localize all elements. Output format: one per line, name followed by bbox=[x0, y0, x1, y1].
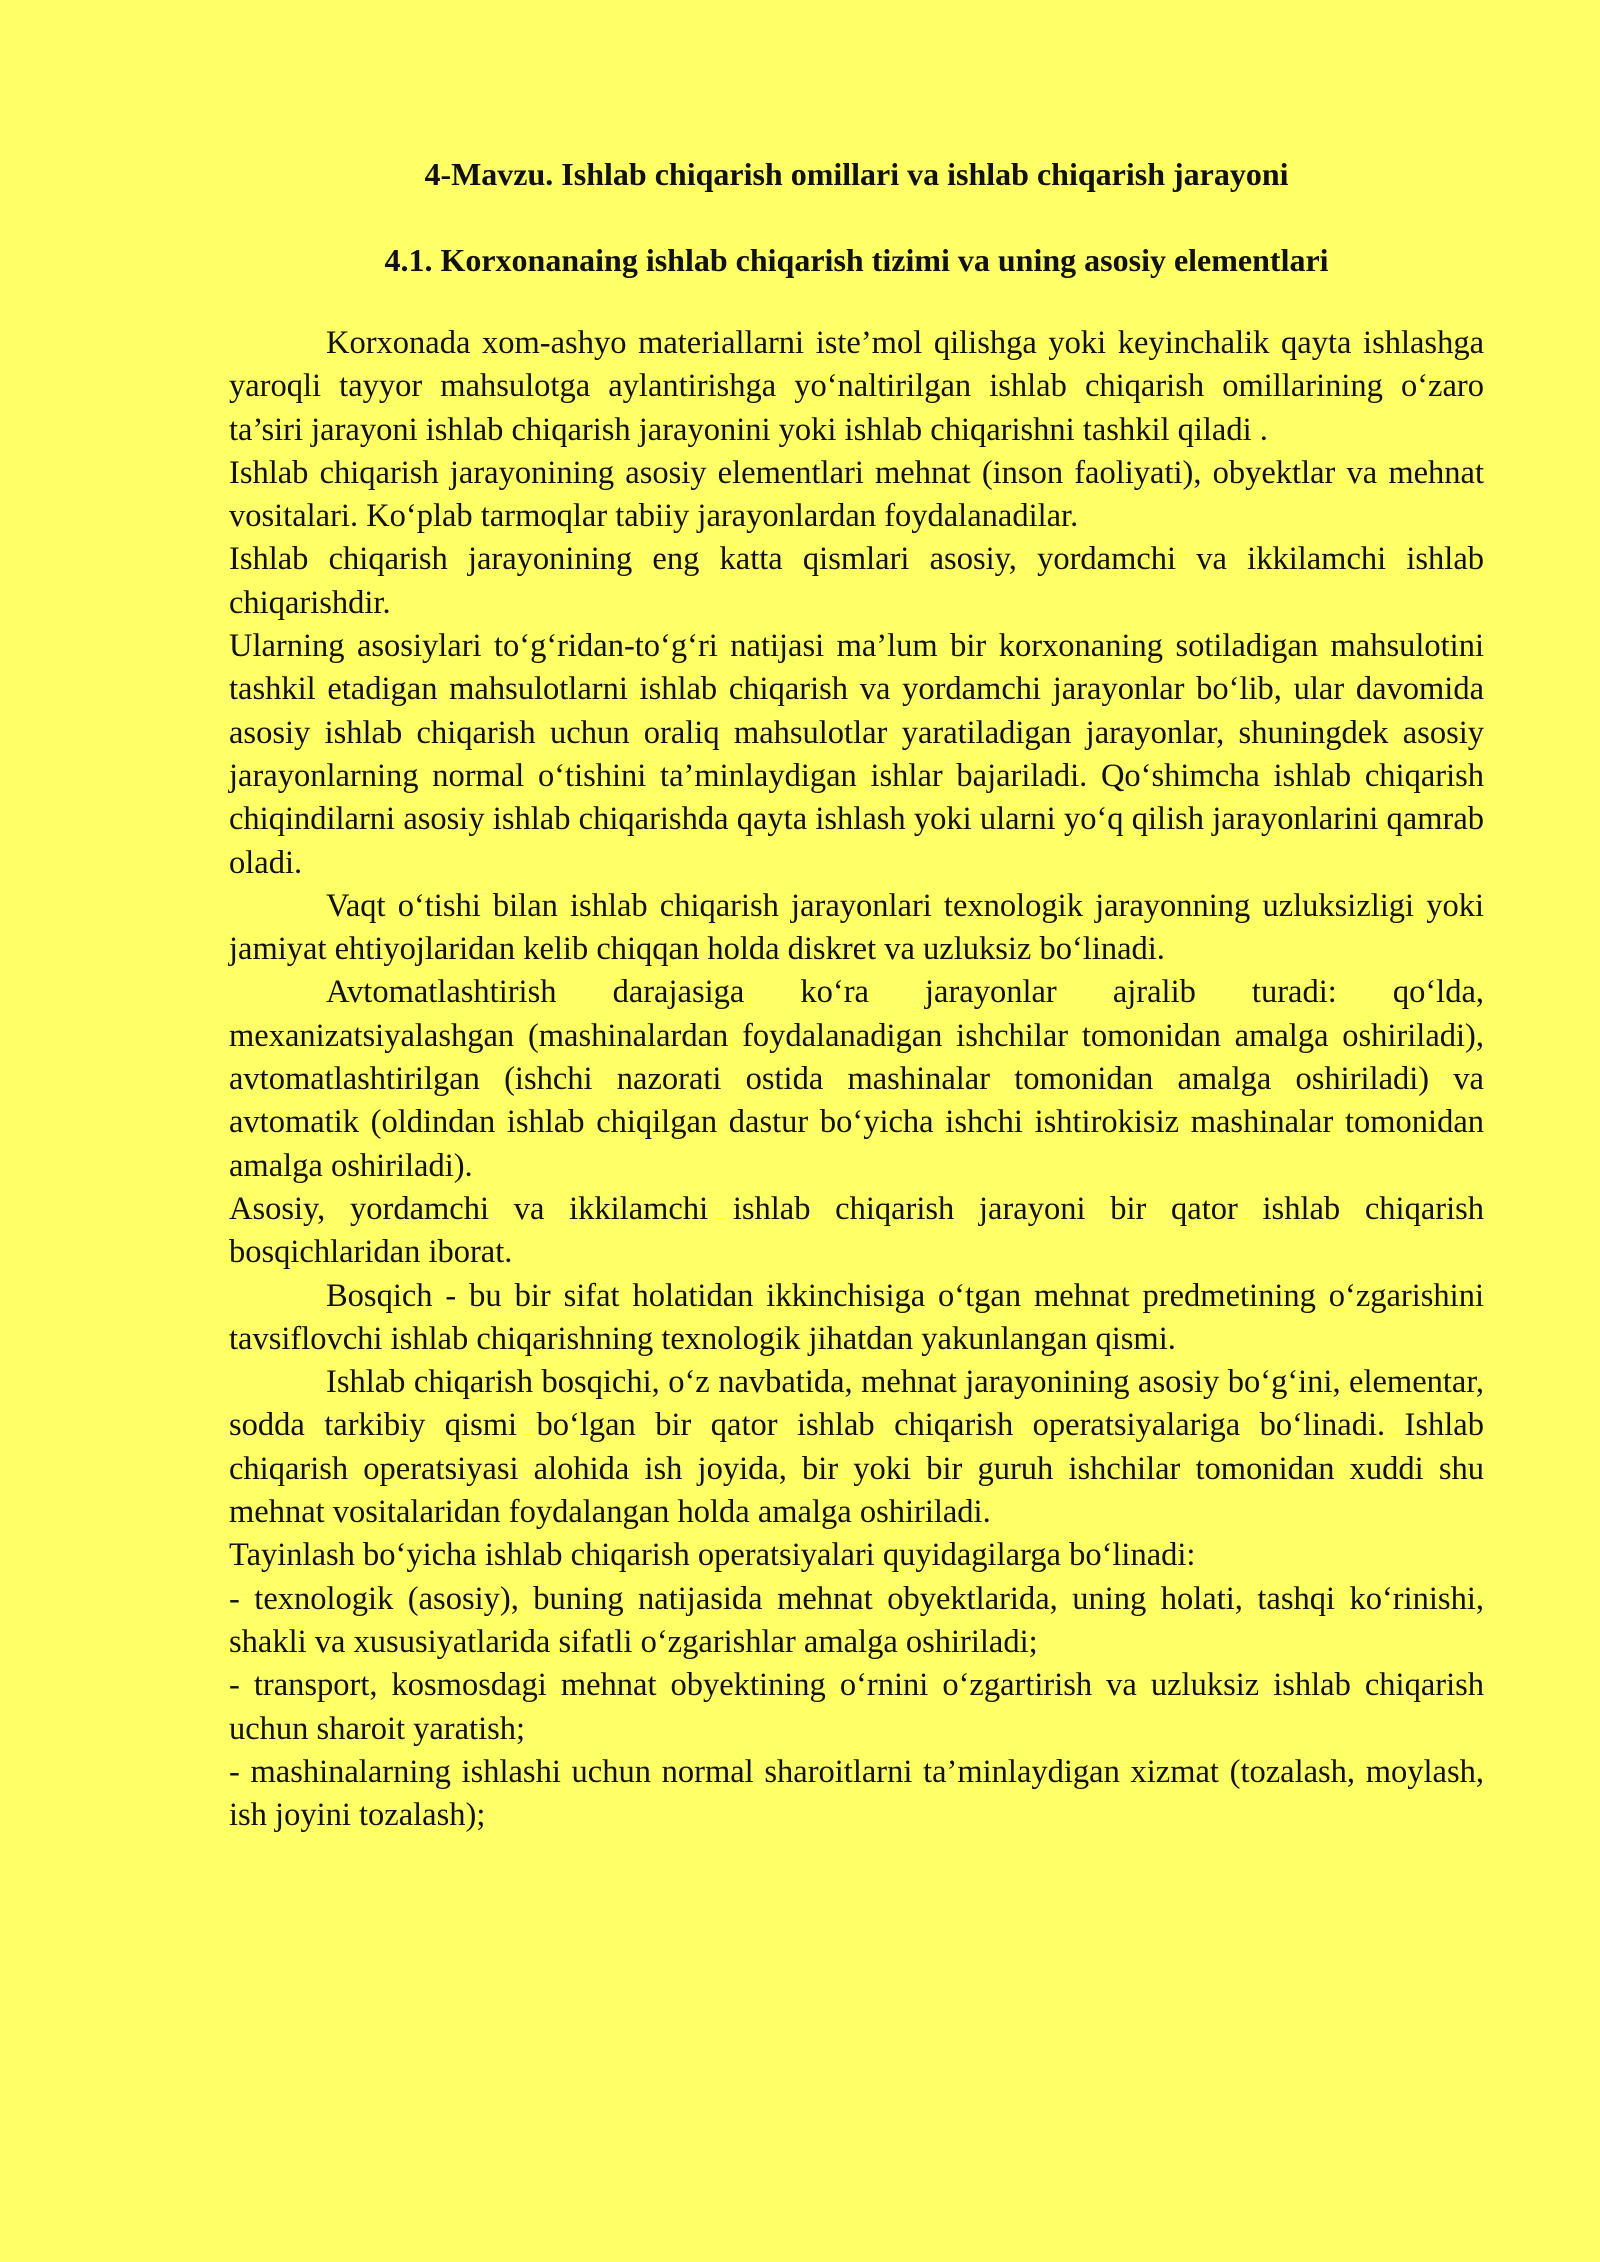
document-body bbox=[229, 322, 1484, 1837]
list-item: - mashinalarning ishlashi uchun normal sharoitlarni ta’minlaydigan xizmat (tozalash, moylash, ish joyini tozalash); bbox=[229, 1753, 1484, 1834]
paragraph: Korxonada xom-ashyo materiallarni iste’mol qilishga yoki keyinchalik qayta ishlashga yaroqli tayyor mahsulotga aylantirishga yo‘naltirilgan ishlab chiqarish omillarining o‘zaro ta’siri jarayoni ishlab chiqarish jarayonini yoki ishlab chiqarishni tashkil qiladi . bbox=[229, 325, 1484, 448]
paragraph: Vaqt o‘tishi bilan ishlab chiqarish jarayonlari texnologik jarayonning uzluksizligi yoki jamiyat ehtiyojlaridan kelib chiqqan holda diskret va uzluksiz bo‘linadi. bbox=[229, 887, 1484, 968]
paragraph: Asosiy, yordamchi va ikkilamchi ishlab chiqarish jarayoni bir qator ishlab chiqarish bosqichlaridan iborat. bbox=[229, 1190, 1484, 1271]
paragraph: Ishlab chiqarish jarayonining asosiy elementlari mehnat (inson faoliyati), obyektlar va mehnat vositalari. Ko‘plab tarmoqlar tabiiy jarayonlardan foydalanadilar. bbox=[229, 454, 1484, 535]
list-item: - texnologik (asosiy), buning natijasida mehnat obyektlarida, uning holati, tashqi ko‘rinishi, shakli va xususiyatlarida sifatli o‘zgarishlar amalga oshiriladi; bbox=[229, 1580, 1484, 1660]
list-item: - transport, kosmosdagi mehnat obyektining o‘rnini o‘zgartirish va uzluksiz ishlab chiqarish uchun sharoit yaratish; bbox=[229, 1667, 1484, 1747]
paragraph: Bosqich - bu bir sifat holatidan ikkinchisiga o‘tgan mehnat predmetining o‘zgarishini tavsiflovchi ishlab chiqarishning texnologik jihatdan yakunlangan qismi. bbox=[229, 1277, 1484, 1357]
paragraph: Avtomatlashtirish darajasiga ko‘ra jarayonlar ajralib turadi: qo‘lda, mexanizatsiyalashgan (mashinalardan foydalanadigan ishchilar tomonidan amalga oshiriladi), avtomatlashtirilgan (ishchi nazorati ostida mashinalar tomonidan amalga oshiriladi) va avtomatik (oldindan ishlab chiqilgan dastur bo‘yicha ishchi ishtirokisiz mashinalar tomonidan amalga oshiriladi). bbox=[229, 974, 1484, 1184]
paragraph: Ularning asosiylari to‘g‘ridan-to‘g‘ri natijasi ma’lum bir korxonaning sotiladigan mahsulotini tashkil etadigan mahsulotlarni ishlab chiqarish va yordamchi jarayonlar bo‘lib, ular davomida asosiy ishlab chiqarish uchun oraliq mahsulotlar yaratiladigan jarayonlar, shuningdek asosiy jarayonlarning normal o‘tishini ta’minlaydigan ishlar bajariladi. Qo‘shimcha ishlab chiqarish chiqindilarni asosiy ishlab chiqarishda qayta ishlash yoki ularni yo‘q qilish jarayonlarini qamrab oladi. bbox=[229, 628, 1484, 881]
paragraph: Tayinlash bo‘yicha ishlab chiqarish operatsiyalari quyidagilarga bo‘linadi: bbox=[229, 1537, 1196, 1574]
document-title: 4-Mavzu. Ishlab chiqarish omillari va ishlab chiqarish jarayoni bbox=[424, 156, 1289, 192]
paragraph: Ishlab chiqarish jarayonining eng katta qismlari asosiy, yordamchi va ikkilamchi ishlab chiqarishdir. bbox=[229, 541, 1484, 621]
paragraph: Ishlab chiqarish bosqichi, o‘z navbatida, mehnat jarayonining asosiy bo‘g‘ini, elementar, sodda tarkibiy qismi bo‘lgan bir qator ishlab chiqarish operatsiyalariga bo‘linadi. Ishlab chiqarish operatsiyasi alohida ish joyida, bir yoki bir guruh ishchilar tomonidan xuddi shu mehnat vositalaridan foydalangan holda amalga oshiriladi. bbox=[229, 1364, 1484, 1531]
section-title: 4.1. Korxonanaing ishlab chiqarish tizimi va uning asosiy elementlari bbox=[384, 242, 1329, 278]
